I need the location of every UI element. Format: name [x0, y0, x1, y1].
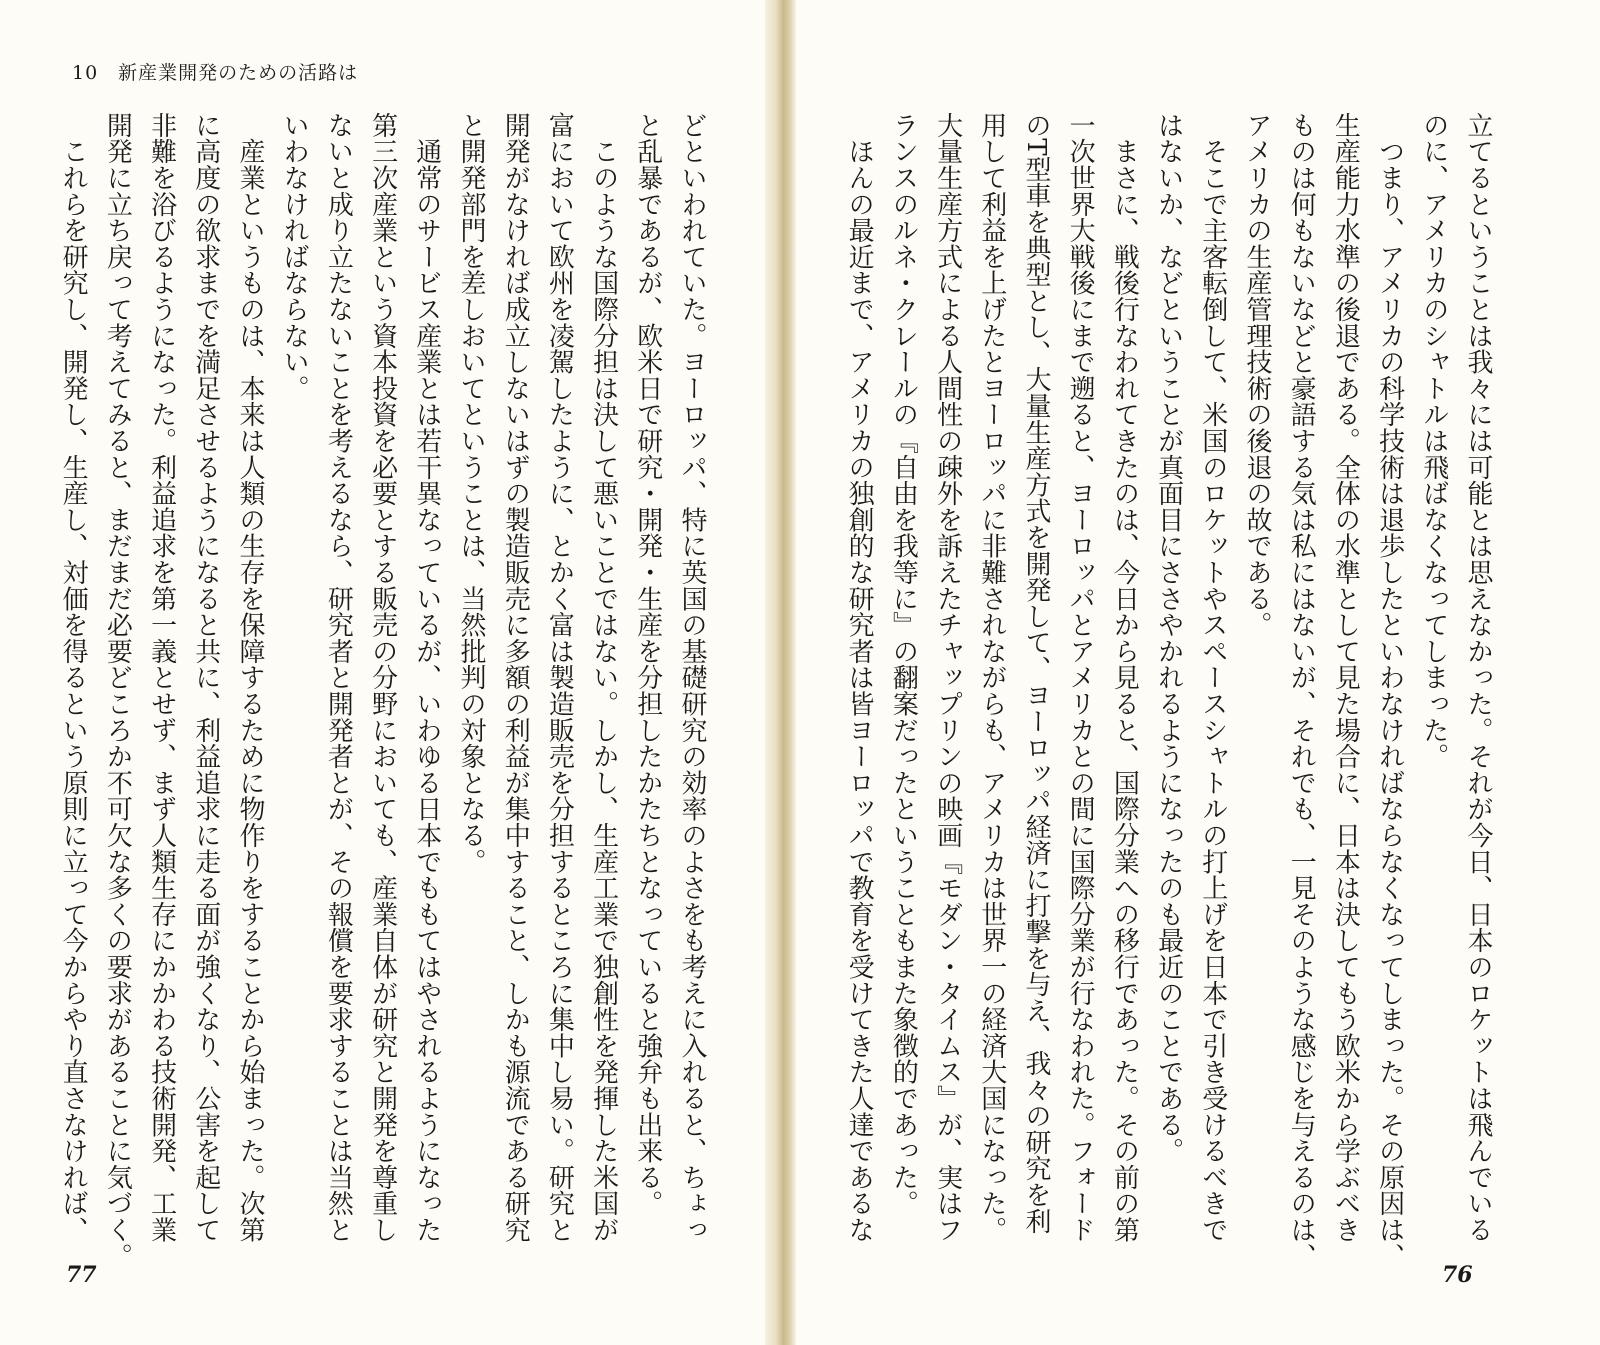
- text-line: 通常のサービス産業とは若干異なっているが、いわゆる日本でももてはやされるようになった: [411, 112, 442, 1243]
- text-line: と乱暴であるが、欧米日で研究・開発・生産を分担したかたちとなっていると強弁も出来る。: [632, 112, 663, 1217]
- right-page: [796, 0, 1600, 1345]
- text-line: のT型車を典型とし、大量生産方式を開発して、ヨーロッパ経済に打撃を与え、我々の研究を利: [1020, 112, 1051, 1235]
- text-line: 開発に立ち戻って考えてみると、まだまだ必要どころか不可欠な多くの要求があることに気づく。: [102, 112, 133, 1270]
- text-line: ないと成り立たないことを考えるなら、研究者と開発者とが、その報償を要求することは当然と: [323, 112, 354, 1243]
- text-line: ものは何もないなどと豪語する気は私にはないが、それでも、一見そのような感じを与えるのは、: [1286, 112, 1317, 1270]
- text-line: 大量生産方式による人間性の疎外を訴えたチャップリンの映画『モダン・タイムス』が、実はフ: [932, 112, 963, 1243]
- text-line: はないか、などということが真面目にささやかれるようになったのも最近のことである。: [1153, 112, 1184, 1164]
- text-line: 非難を浴びるようになった。利益追求を第一義とせず、まず人類生存にかかわる技術開発、工業: [146, 112, 177, 1243]
- text-line: まさに、戦後行なわれてきたのは、今日から見ると、国際分業への移行であった。その前の第: [1109, 112, 1140, 1243]
- text-line: このような国際分担は決して悪いことではない。しかし、生産工業で独創性を発揮した米国が: [588, 112, 619, 1243]
- text-line: 産業というものは、本来は人類の生存を保障するために物作りをすることから始まった。次第: [234, 112, 265, 1243]
- right-page-text: [810, 112, 1500, 1270]
- text-line: いわなければならない。: [279, 112, 310, 402]
- text-line: 用して利益を上げたとヨーロッパに非難されながらも、アメリカは世界一の経済大国になった。: [976, 112, 1007, 1243]
- text-line: 一次世界大戦後にまで遡ると、ヨーロッパとアメリカとの間に国際分業が行なわれた。フォード: [1065, 112, 1096, 1243]
- text-line: と開発部門を差しおいてということは、当然批判の対象となる。: [455, 112, 486, 875]
- text-line: どといわれていた。ヨーロッパ、特に英国の基礎研究の効率のよさをも考えに入れると、ちょっ: [677, 112, 707, 1243]
- text-line: つまり、アメリカの科学技術は退歩したといわなければならなくなってしまった。その原因は、: [1374, 112, 1405, 1270]
- left-page-text: [34, 112, 714, 1270]
- book-gutter: [765, 0, 796, 1345]
- text-line: そこで主客転倒して、米国のロケットやスペースシャトルの打上げを日本で引き受けるべきで: [1197, 112, 1228, 1243]
- text-line: 立てるということは我々には可能とは思えなかった。それが今日、日本のロケットは飛んでいる: [1463, 112, 1493, 1243]
- text-line: 生産能力水準の後退である。全体の水準として見た場合に、日本は決してもう欧米から学ぶべき: [1330, 112, 1361, 1243]
- running-head: 10 新産業開発のための活路は: [72, 62, 359, 84]
- page-number-left: 77: [66, 1262, 97, 1288]
- text-line: ランスのルネ・クレールの『自由を我等に』の翻案だったということもまた象徴的であった。: [888, 112, 919, 1217]
- text-line: のに、アメリカのシャトルは飛ばなくなってしまった。: [1418, 112, 1449, 770]
- left-page: [0, 0, 765, 1345]
- text-line: 開発がなければ成立しないはずの製造販売に多額の利益が集中すること、しかも源流である研究: [500, 112, 531, 1243]
- text-line: これらを研究し、開発し、生産し、対価を得るという原則に立って今からやり直さなければ、: [58, 112, 89, 1243]
- text-line: 第三次産業という資本投資を必要とする販売の分野においても、産業自体が研究と開発を尊重し: [367, 112, 398, 1243]
- text-line: 富において欧州を凌駕したように、とかく富は製造販売を分担するところに集中し易い。研究と: [544, 112, 575, 1243]
- text-line: ほんの最近まで、アメリカの独創的な研究者は皆ヨーロッパで教育を受けてきた人達であるな: [844, 112, 875, 1243]
- text-line: に高度の欲求までを満足させるようになると共に、利益追求に走る面が強くなり、公害を起して: [190, 112, 221, 1243]
- text-line: アメリカの生産管理技術の後退の故である。: [1241, 112, 1272, 638]
- page-number-right: 76: [1442, 1262, 1473, 1288]
